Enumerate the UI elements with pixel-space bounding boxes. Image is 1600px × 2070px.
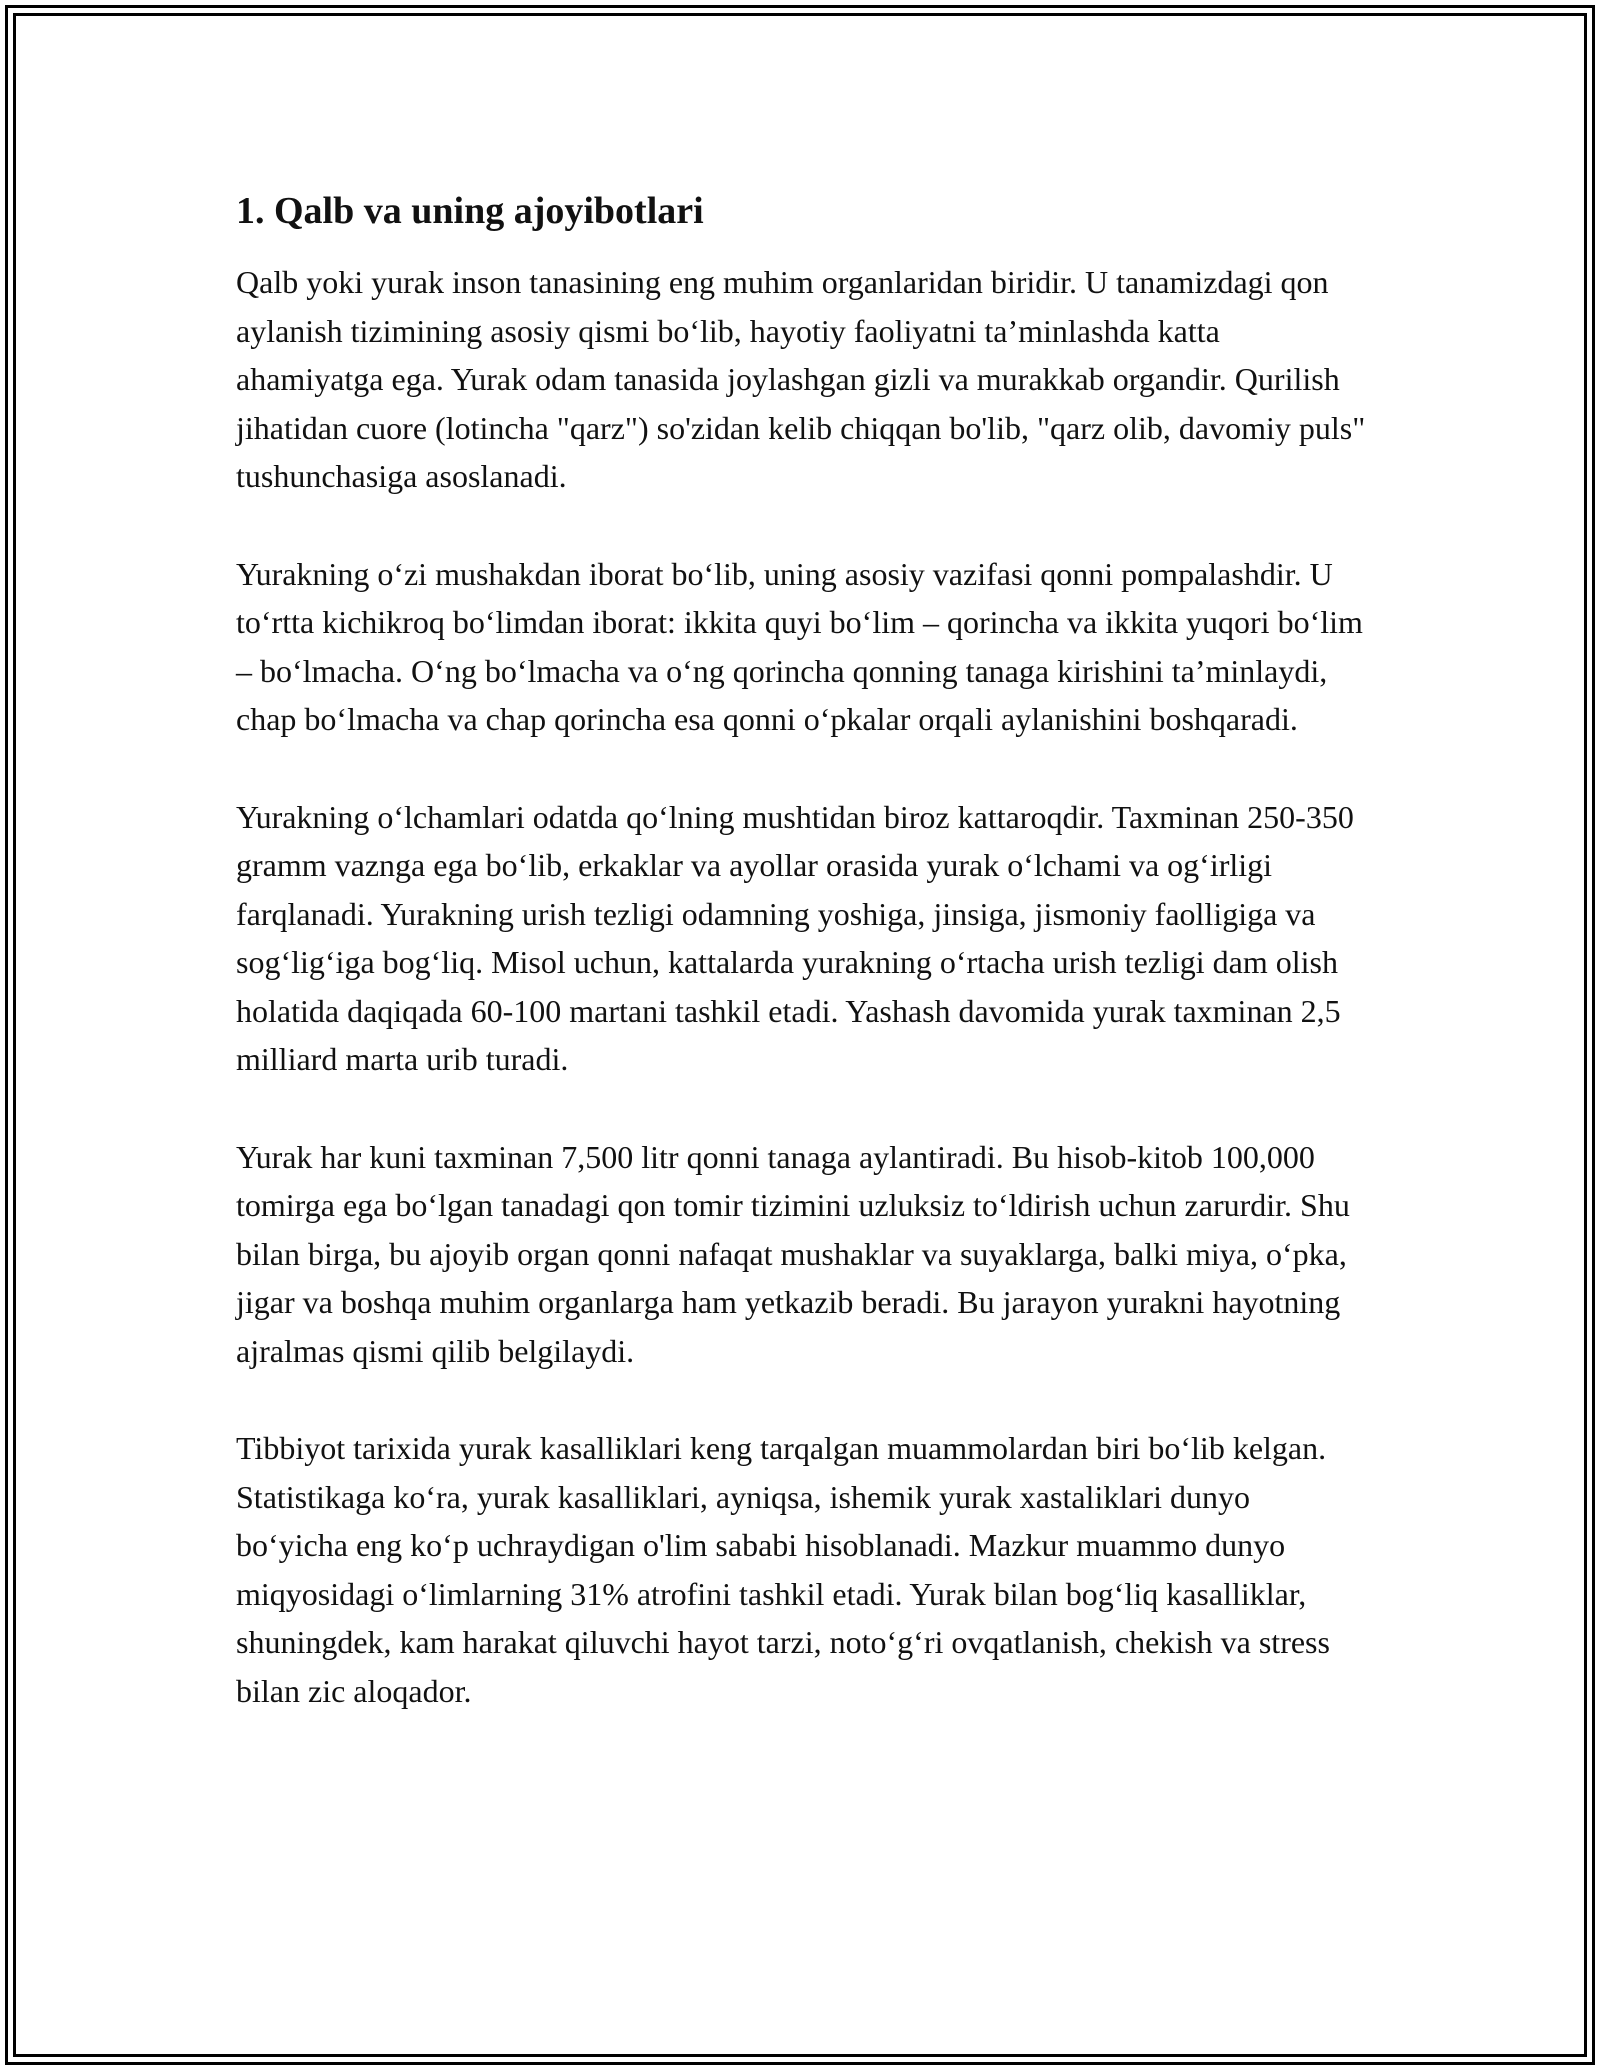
document-body	[236, 186, 1366, 1764]
paragraph-1: Qalb yoki yurak inson tanasining eng muhim organlaridan biridir. U tanamizdagi qon aylanish tizimining asosiy qismi boʻlib, hayotiy faoliyatni taʼminlashda katta ahamiyatga ega. Yurak odam tanasida joylashgan gizli va murakkab organdir. Qurilish jihatidan cuore (lotincha "qarz") so'zidan kelib chiqqan bo'lib, "qarz olib, davomiy puls" tushunchasiga asoslanadi.	[236, 264, 1366, 494]
paragraph-2: Yurakning oʻzi mushakdan iborat boʻlib, uning asosiy vazifasi qonni pompalashdir. U toʻrtta kichikroq boʻlimdan iborat: ikkita quyi boʻlim – qorincha va ikkita yuqori boʻlim – boʻlmacha. Oʻng boʻlmacha va oʻng qorincha qonning tanaga kirishini taʼminlaydi, chap boʻlmacha va chap qorincha esa qonni oʻpkalar orqali aylanishini boshqaradi.	[236, 555, 1363, 737]
paragraph-5: Tibbiyot tarixida yurak kasalliklari keng tarqalgan muammolardan biri boʻlib kelgan. Statistikaga koʻra, yurak kasalliklari, ayniqsa, ishemik yurak xastaliklari dunyo boʻyicha eng koʻp uchraydigan o'lim sababi hisoblanadi. Mazkur muammo dunyo miqyosidagi oʻlimlarning 31% atrofini tashkil etadi. Yurak bilan bogʻliq kasalliklar, shuningdek, kam harakat qiluvchi hayot tarzi, notoʻgʻri ovqatlanish, chekish va stress bilan zic aloqador.	[236, 1430, 1330, 1709]
page-title: 1. Qalb va uning ajoyibotlari	[236, 190, 704, 232]
paragraph-4: Yurak har kuni taxminan 7,500 litr qonni tanaga aylantiradi. Bu hisob-kitob 100,000 tomirga ega boʻlgan tanadagi qon tomir tizimini uzluksiz toʻldirish uchun zarurdir. Shu bilan birga, bu ajoyib organ qonni nafaqat mushaklar va suyaklarga, balki miya, oʻpka, jigar va boshqa muhim organlarga ham yetkazib beradi. Bu jarayon yurakni hayotning ajralmas qismi qilib belgilaydi.	[236, 1138, 1350, 1369]
paragraph-3: Yurakning oʻlchamlari odatda qoʻlning mushtidan biroz kattaroqdir. Taxminan 250-350 gramm vaznga ega boʻlib, erkaklar va ayollar orasida yurak oʻlchami va ogʻirligi farqlanadi. Yurakning urish tezligi odamning yoshiga, jinsiga, jismoniy faolligiga va sogʻligʻiga bogʻliq. Misol uchun, kattalarda yurakning oʻrtacha urish tezligi dam olish holatida daqiqada 60-100 martani tashkil etadi. Yashash davomida yurak taxminan 2,5 milliard marta urib turadi.	[236, 798, 1354, 1077]
